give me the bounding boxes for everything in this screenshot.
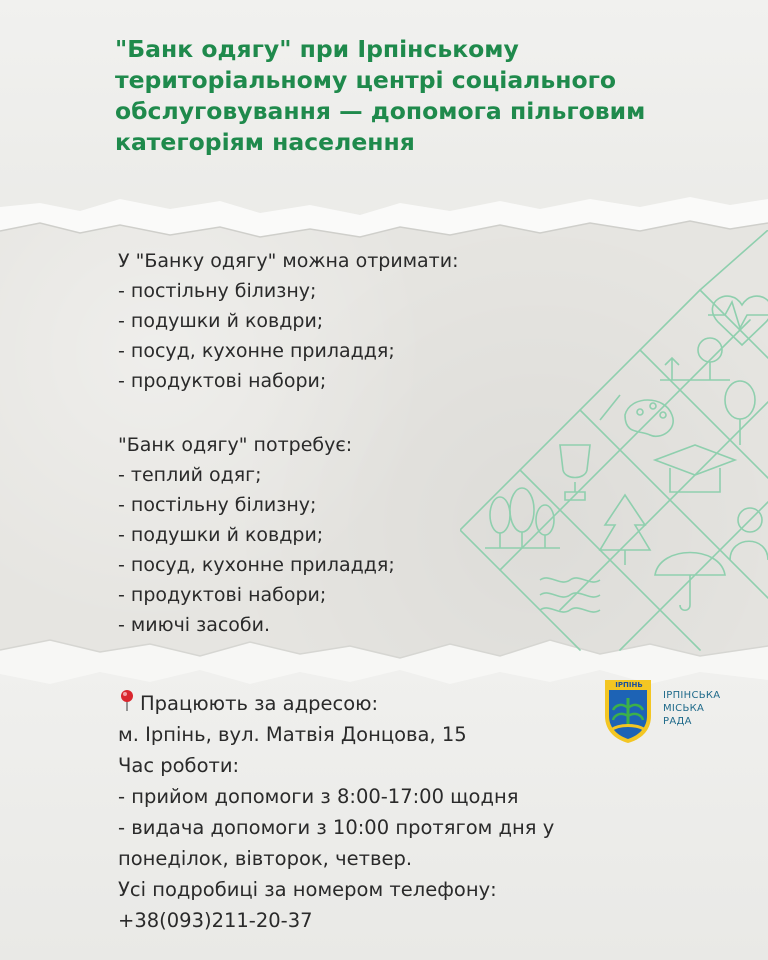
list-item: - посуд, кухонне приладдя; <box>118 340 395 362</box>
pin-icon <box>118 689 136 713</box>
phone-number: +38(093)211-20-37 <box>118 909 313 932</box>
balloon-icon <box>725 381 755 445</box>
list-item: - постільну білизну; <box>118 280 317 302</box>
list-item: - продуктові набори; <box>118 584 327 606</box>
hours-label: Час роботи: <box>118 754 240 777</box>
hours-line: понеділок, вівторок, четвер. <box>118 847 413 870</box>
waves-icon <box>540 578 600 612</box>
palette-icon <box>600 395 673 436</box>
receive-heading: У "Банку одягу" можна отримати: <box>118 250 459 272</box>
list-item: - подушки й ковдри; <box>118 524 324 546</box>
heart-pulse-icon <box>708 296 768 345</box>
address: м. Ірпінь, вул. Матвія Донцова, 15 <box>118 723 467 746</box>
page-title: "Банк одягу" при Ірпінському територіальному центрі соціального обслуговування — допомога пільговим категоріям населення <box>115 35 646 156</box>
forest-icon <box>485 488 560 548</box>
receive-list <box>118 246 459 396</box>
contact-info <box>118 688 554 936</box>
hours-line: - видача допомоги з 10:00 протягом дня у <box>118 816 555 839</box>
phone-label: Усі подробиці за номером телефону: <box>118 878 497 901</box>
city-council-logo <box>603 678 753 748</box>
list-item: - постільну білизну; <box>118 494 317 516</box>
graduation-cap-icon <box>655 445 735 492</box>
council-name-line: МІСЬКА <box>663 703 705 714</box>
shield-label: ІРПІНЬ <box>615 681 643 689</box>
tree-icon <box>660 338 730 380</box>
list-item: - подушки й ковдри; <box>118 310 324 332</box>
list-item: - продуктові набори; <box>118 370 327 392</box>
trophy-icon <box>560 445 590 500</box>
decorative-icon-pattern <box>460 230 768 660</box>
council-name <box>663 689 753 728</box>
needs-heading: "Банк одягу" потребує: <box>118 434 353 456</box>
pine-tree-icon <box>600 495 650 565</box>
hours-line: - прийом допомоги з 8:00-17:00 щодня <box>118 785 519 808</box>
list-item: - миючі засоби. <box>118 614 271 636</box>
council-name-line: РАДА <box>663 716 692 727</box>
address-label-line <box>118 688 554 719</box>
list-item: - теплий одяг; <box>118 464 262 486</box>
umbrella-icon <box>655 553 725 611</box>
address-label: Працюють за адресою: <box>140 692 379 715</box>
council-name-line: ІРПІНСЬКА <box>663 690 721 701</box>
needs-list <box>118 430 395 640</box>
list-item: - посуд, кухонне приладдя; <box>118 554 395 576</box>
